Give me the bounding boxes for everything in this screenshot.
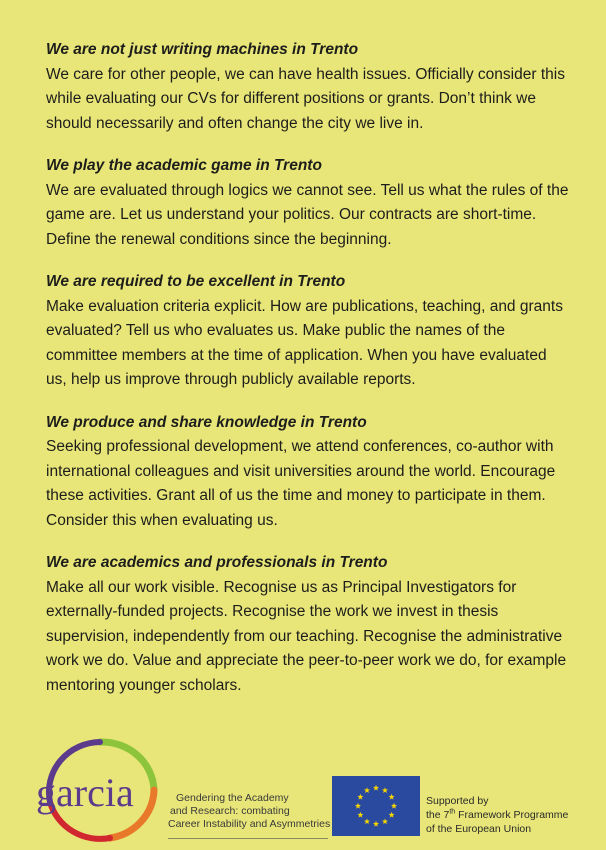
section-body: Make evaluation criteria explicit. How are publications, teaching, and grants evaluated? Tell us who evaluates us. Make public the names of the committee members at the time of application. When you have evaluated us, help us improve through publicly available reports. (46, 297, 563, 388)
section-title: We are not just writing machines in Trento (46, 41, 359, 58)
section-professionals (46, 551, 571, 698)
section-title: We are required to be excellent in Trento (46, 273, 346, 290)
garcia-tagline (168, 792, 338, 842)
garcia-tagline-line: and Research: combating (170, 805, 290, 817)
eu-support-text (426, 794, 596, 836)
eu-line: Supported by (426, 795, 489, 807)
eu-flag-icon (332, 776, 420, 836)
garcia-logo-icon (30, 732, 170, 844)
garcia-tagline-line: Gendering the Academy (176, 792, 289, 804)
section-title: We play the academic game in Trento (46, 157, 322, 174)
section-academic-game (46, 154, 571, 252)
section-title: We are academics and professionals in Trento (46, 554, 388, 571)
section-body: We are evaluated through logics we cannot see. Tell us what the rules of the game are. Let us understand your politics. Our contracts are short-time. Define the renewal conditions since the beginning. (46, 181, 569, 248)
section-title: We produce and share knowledge in Trento (46, 413, 367, 431)
eu-line: of the European Union (426, 823, 532, 835)
section-knowledge (46, 411, 571, 534)
section-body: We care for other people, we can have health issues. Officially consider this while evaluating our CVs for different positions or grants. Don’t think we should necessarily and often change the city we live in. (46, 65, 565, 132)
divider (168, 838, 328, 839)
eu-line: the 7th Framework Programme (426, 808, 569, 821)
manifesto-content (46, 38, 571, 716)
section-excellent (46, 270, 571, 393)
garcia-tagline-line: Career Instability and Asymmetries (168, 818, 331, 830)
section-body: Seeking professional development, we attend conferences, co-author with international colleagues and visit universities around the world. Encourage these activities. Grant all of us the time and money to participate in them. Consider this when evaluating us. (46, 438, 556, 529)
section-writing-machines (46, 38, 571, 136)
garcia-logo-text: garcia (36, 770, 134, 815)
section-body: Make all our work visible. Recognise us as Principal Investigators for externally-funded projects. Recognise the work we invest in thesis supervision, independently from our teaching. Recognise the administrative work we do. Value and appreciate the peer-to-peer work we do, for example mentoring younger scholars. (46, 578, 567, 694)
